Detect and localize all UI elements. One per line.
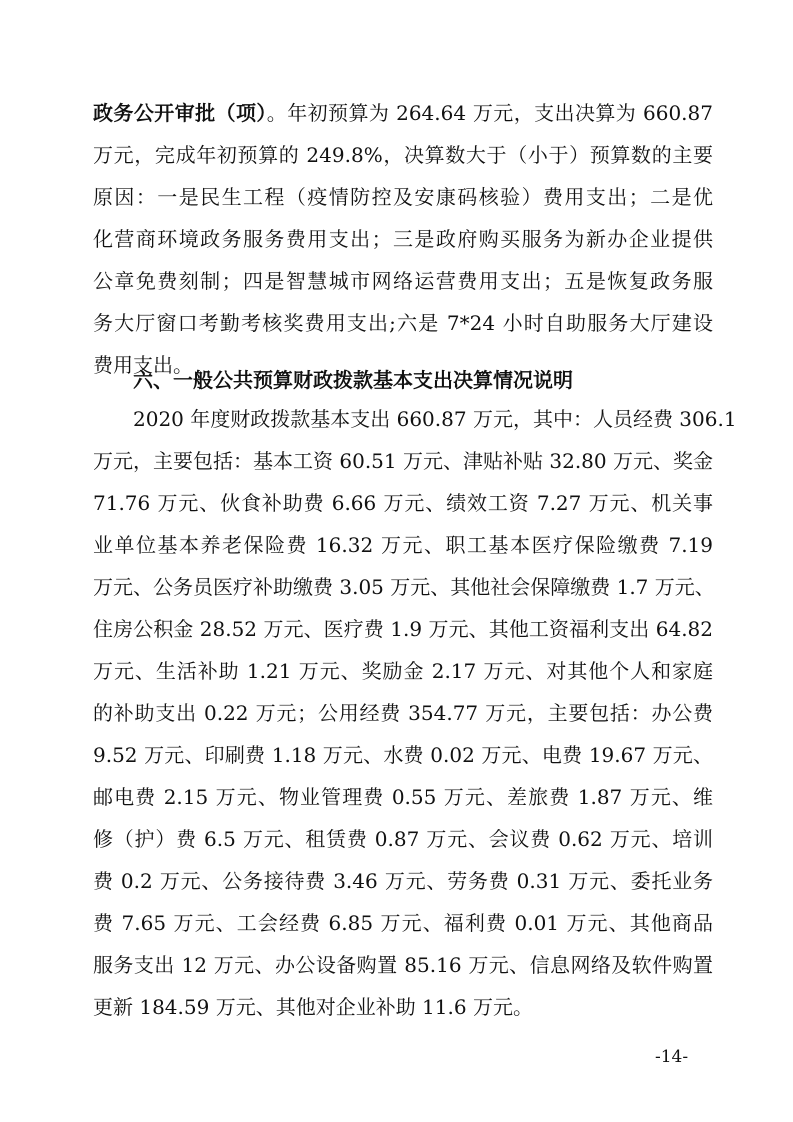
paragraph-line: 万元，主要包括：基本工资 60.51 万元、津贴补贴 32.80 万元、奖金	[93, 449, 713, 473]
paragraph-line: 万元，完成年初预算的 249.8%，决算数大于（小于）预算数的主要	[93, 143, 713, 167]
paragraph-line: 费 0.2 万元、公务接待费 3.46 万元、劳务费 0.31 万元、委托业务	[93, 869, 713, 893]
paragraph-text: 。年初预算为 264.64 万元，支出决算为 660.87	[266, 101, 713, 125]
paragraph-line: 万元、公务员医疗补助缴费 3.05 万元、其他社会保障缴费 1.7 万元、	[93, 575, 715, 599]
page-number: -14-	[655, 1047, 689, 1067]
paragraph-line: 费 7.65 万元、工会经费 6.85 万元、福利费 0.01 万元、其他商品	[93, 911, 713, 935]
paragraph-line: 原因：一是民生工程（疫情防控及安康码核验）费用支出；二是优	[93, 185, 713, 209]
paragraph-line: 住房公积金 28.52 万元、医疗费 1.9 万元、其他工资福利支出 64.82	[93, 617, 713, 641]
paragraph-line	[93, 98, 713, 128]
paragraph-line: 的补助支出 0.22 万元；公用经费 354.77 万元，主要包括：办公费	[93, 701, 713, 725]
paragraph-line: 邮电费 2.15 万元、物业管理费 0.55 万元、差旅费 1.87 万元、维	[93, 785, 713, 809]
item-title: 政务公开审批（项）	[93, 101, 267, 125]
paragraph-line: 2020 年度财政拨款基本支出 660.87 万元，其中：人员经费 306.1	[133, 407, 737, 431]
paragraph-line: 服务支出 12 万元、办公设备购置 85.16 万元、信息网络及软件购置	[93, 953, 713, 977]
paragraph-line: 费用支出。	[93, 353, 193, 377]
paragraph-line: 71.76 万元、伙食补助费 6.66 万元、绩效工资 7.27 万元、机关事	[93, 491, 713, 515]
section-heading: 六、一般公共预算财政拨款基本支出决算情况说明	[133, 368, 573, 392]
paragraph-line: 万元、生活补助 1.21 万元、奖励金 2.17 万元、对其他个人和家庭	[93, 659, 713, 683]
paragraph-line: 务大厅窗口考勤考核奖费用支出;六是 7*24 小时自助服务大厅建设	[93, 311, 713, 335]
paragraph-line: 修（护）费 6.5 万元、租赁费 0.87 万元、会议费 0.62 万元、培训	[93, 827, 713, 851]
paragraph-line: 化营商环境政务服务费用支出；三是政府购买服务为新办企业提供	[93, 227, 713, 251]
paragraph-line: 9.52 万元、印刷费 1.18 万元、水费 0.02 万元、电费 19.67 万元、	[93, 743, 713, 767]
paragraph-line: 更新 184.59 万元、其他对企业补助 11.6 万元。	[93, 995, 533, 1019]
paragraph-line: 业单位基本养老保险费 16.32 万元、职工基本医疗保险缴费 7.19	[93, 533, 713, 557]
paragraph-line: 公章免费刻制；四是智慧城市网络运营费用支出；五是恢复政务服	[93, 269, 713, 293]
